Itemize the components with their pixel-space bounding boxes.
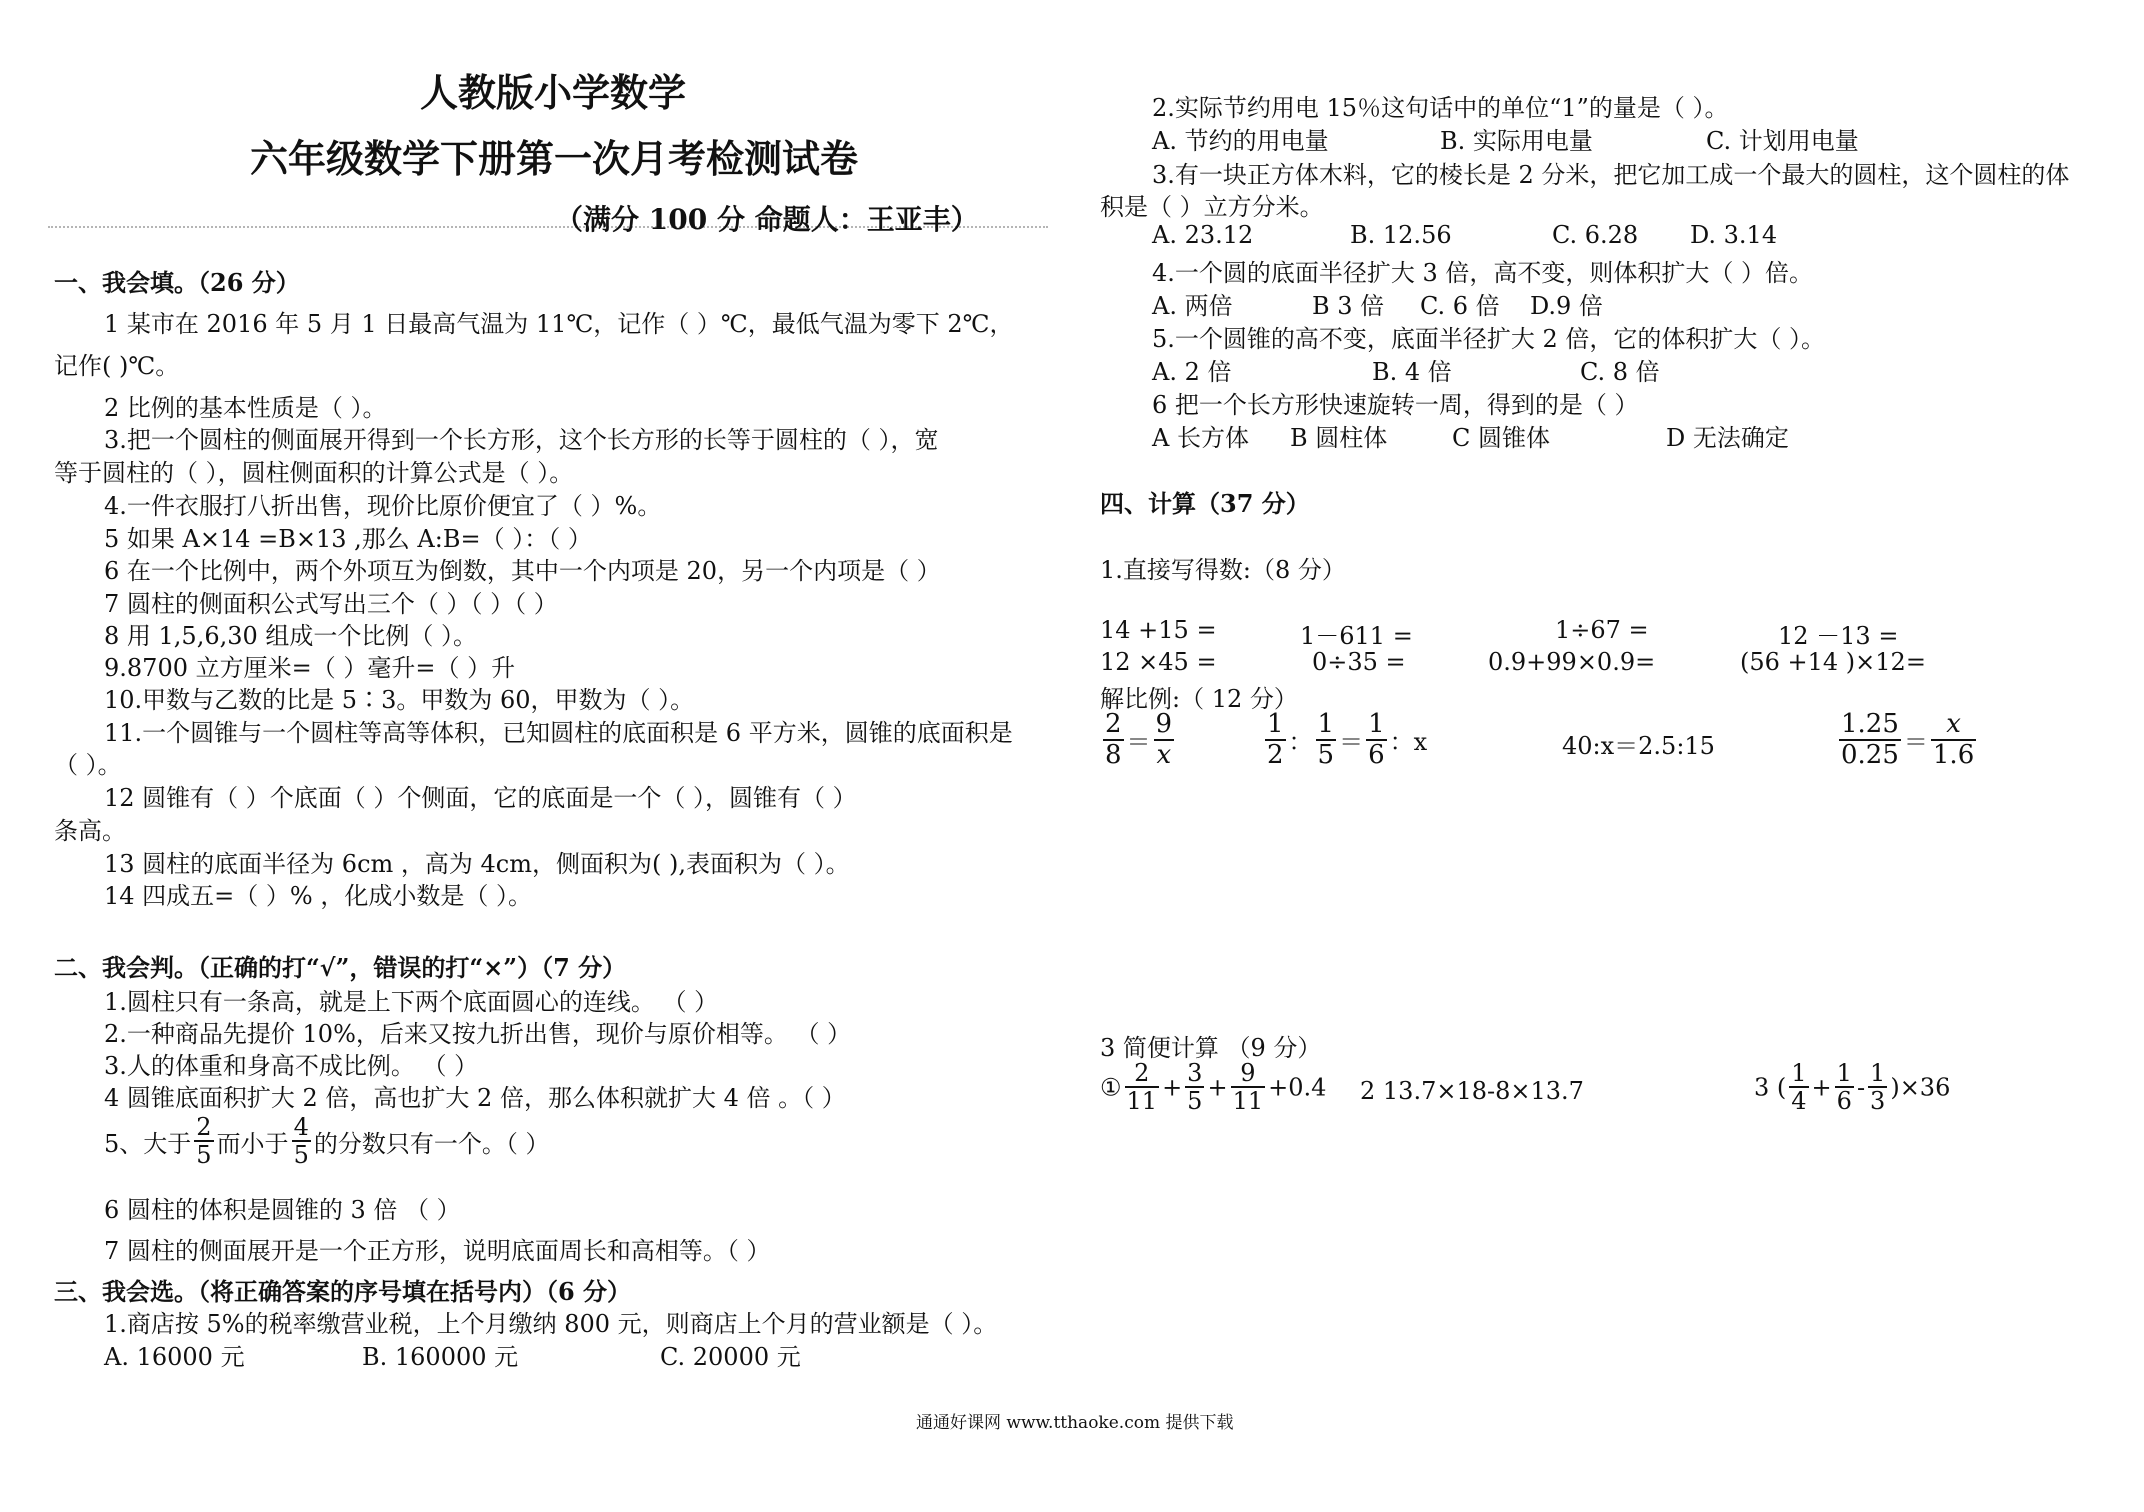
- fraction: [1231, 1060, 1266, 1115]
- question-text: 条高。: [54, 817, 126, 845]
- question-text: 8 用 1,5,6,30 组成一个比例（ ）。: [104, 622, 478, 650]
- section-1-heading: 一、我会填。（26 分）: [54, 268, 300, 297]
- option-b: B 3 倍: [1312, 292, 1385, 320]
- option-a: A. 两倍: [1152, 292, 1233, 320]
- numerator: 4: [293, 1113, 309, 1141]
- denominator: 3: [1870, 1087, 1886, 1116]
- question-text: 11.一个圆锥与一个圆柱等高等体积，已知圆柱的底面积是 6 平方米，圆锥的底面积是: [104, 719, 1013, 747]
- option-b: B. 实际用电量: [1440, 127, 1593, 155]
- denominator: 0.25: [1841, 739, 1899, 770]
- numerator: x: [1946, 709, 1961, 739]
- fraction: [1125, 1060, 1160, 1115]
- question-text: 积是（ ）立方分米。: [1100, 193, 1324, 221]
- numerator: 1: [1870, 1059, 1886, 1087]
- numerator: 1: [1791, 1059, 1807, 1087]
- equation-2: $\frac{1}{2}$ ： $\frac{1}{5}$ ＝ $\frac{1}{6}$ ：x: [1267, 709, 1428, 770]
- numerator: 1: [1368, 709, 1385, 739]
- question-text: 1.商店按 5%的税率缴营业税，上个月缴纳 800 元，则商店上个月的营业额是（ ）。: [104, 1310, 998, 1338]
- section-2-heading: 二、我会判。（正确的打“√”，错误的打“×”）（7 分）: [54, 953, 627, 982]
- question-text: 9.8700 立方厘米=（ ）毫升=（ ）升: [104, 654, 516, 682]
- section-3-heading: 三、我会选。（将正确答案的序号填在括号内）（6 分）: [54, 1277, 632, 1306]
- fraction: [1265, 710, 1286, 769]
- denominator: 11: [1126, 1087, 1158, 1116]
- numerator: 2: [1105, 709, 1122, 739]
- fraction: [1103, 710, 1124, 769]
- option-a: A. 23.12: [1152, 221, 1254, 249]
- option-b: B. 160000 元: [362, 1343, 519, 1371]
- text-fragment: 的分数只有一个。（ ）: [313, 1129, 550, 1158]
- question-text: 7 圆柱的侧面展开是一个正方形，说明底面周长和高相等。（ ）: [104, 1237, 771, 1265]
- question-text: 等于圆柱的（ ），圆柱侧面积的计算公式是（ ）。: [54, 459, 574, 487]
- equation-1: $\frac{2}{8}$ ＝ $\frac{9}{x}$: [1105, 709, 1173, 770]
- numerator: 2: [1134, 1059, 1150, 1087]
- text-fragment: ①: [1100, 1073, 1122, 1102]
- question-text: 1 某市在 2016 年 5 月 1 日最高气温为 11℃，记作（ ）℃，最低气温为零下 2℃，: [104, 310, 1014, 338]
- fraction: [1154, 710, 1175, 769]
- question-text: 6 把一个长方形快速旋转一周，得到的是（ ）: [1152, 391, 1639, 419]
- question-text: 5.一个圆锥的高不变，底面半径扩大 2 倍，它的体积扩大（ ）。: [1152, 325, 1826, 353]
- option-c: C. 20000 元: [660, 1343, 801, 1371]
- fraction: [1931, 710, 1976, 769]
- option-c: C. 8 倍: [1580, 358, 1660, 386]
- question-text: 3.把一个圆柱的侧面展开得到一个长方形，这个长方形的长等于圆柱的（ ），宽: [104, 426, 939, 454]
- question-text: 4.一个圆的底面半径扩大 3 倍，高不变，则体积扩大（ ）倍。: [1152, 259, 1814, 287]
- option-d: D. 3.14: [1690, 221, 1778, 249]
- option-a: A. 2 倍: [1152, 358, 1232, 386]
- calc-expression-1: ① $\frac{2}{11}$ + $\frac{3}{5}$ + $\frac{9}{11}$ +0.4: [1100, 1059, 1327, 1116]
- part-2-heading: 解比例:（ 12 分）: [1100, 685, 1298, 713]
- question-text: 2.实际节约用电 15％这句话中的单位“1”的量是（ ）。: [1152, 94, 1729, 122]
- option-c: C. 计划用电量: [1706, 127, 1859, 155]
- denominator: x: [1154, 739, 1175, 770]
- question-text: 6 在一个比例中，两个外项互为倒数，其中一个内项是 20，另一个内项是（ ）: [104, 557, 941, 585]
- question-text: 3.人的体重和身高不成比例。 （ ）: [104, 1052, 479, 1080]
- numerator: 1: [1267, 709, 1284, 739]
- fraction: [1185, 1060, 1204, 1115]
- exam-title: 六年级数学下册第一次月考检测试卷: [250, 136, 859, 181]
- text-fragment: +0.4: [1268, 1073, 1327, 1102]
- option-c: C 圆锥体: [1452, 424, 1550, 452]
- option-a: A 长方体: [1152, 424, 1249, 452]
- fraction: [1835, 1060, 1854, 1115]
- equation-3: 40:x＝2.5:15: [1562, 732, 1715, 760]
- option-c: C. 6.28: [1552, 221, 1639, 249]
- question-text: 10.甲数与乙数的比是 5∶3。甲数为 60，甲数为（ ）。: [104, 686, 695, 714]
- text-fragment: 5、大于: [104, 1129, 192, 1158]
- question-text: 1.圆柱只有一条高，就是上下两个底面圆心的连线。 （ ）: [104, 988, 719, 1016]
- option-b: B. 4 倍: [1372, 358, 1452, 386]
- denominator: 2: [1267, 739, 1284, 770]
- option-d: D 无法确定: [1666, 424, 1789, 452]
- exam-header-line-1: 人教版小学数学: [420, 70, 687, 115]
- numerator: 1: [1836, 1059, 1852, 1087]
- denominator: 5: [196, 1141, 212, 1170]
- denominator: 5: [1317, 739, 1335, 770]
- question-text: 3.有一块正方体木料，它的棱长是 2 分米，把它加工成一个最大的圆柱，这个圆柱的体: [1152, 161, 2070, 189]
- option-b: B 圆柱体: [1290, 424, 1388, 452]
- calc-item: 0÷35 =: [1312, 648, 1406, 676]
- question-text: 5 如果 A×14 =B×13 ,那么 A:B=（ ）：（ ）: [104, 525, 592, 553]
- text-fragment: )×36: [1890, 1073, 1951, 1102]
- denominator: 8: [1105, 739, 1122, 770]
- footer-credit: 通通好课网 www.tthaoke.com 提供下载: [916, 1413, 1234, 1433]
- denominator: 5: [293, 1141, 309, 1170]
- calc-item: 12 ×45 =: [1100, 648, 1217, 676]
- denominator: 4: [1791, 1087, 1807, 1116]
- denominator: 11: [1232, 1087, 1264, 1116]
- calc-expression-2: 2 13.7×18-8×13.7: [1360, 1077, 1584, 1105]
- question-text: 2.一种商品先提价 10%，后来又按九折出售，现价与原价相等。 （ ）: [104, 1020, 852, 1048]
- calc-item: 14 +15 =: [1100, 616, 1217, 644]
- numerator: 3: [1187, 1059, 1203, 1087]
- option-c: C. 6 倍: [1420, 292, 1500, 320]
- calc-item: 1－611 =: [1300, 622, 1413, 650]
- calc-item: 12 －13 =: [1778, 622, 1899, 650]
- text-fragment: 3 (: [1754, 1073, 1787, 1102]
- numerator: 1.25: [1841, 709, 1899, 739]
- denominator: 6: [1836, 1087, 1852, 1116]
- fraction: [1789, 1060, 1808, 1115]
- question-text: 12 圆锥有（ ）个底面（ ）个侧面，它的底面是一个（ ），圆锥有（ ）: [104, 784, 857, 812]
- numerator: 1: [1317, 709, 1335, 739]
- option-d: D.9 倍: [1530, 292, 1603, 320]
- option-a: A. 16000 元: [104, 1343, 245, 1371]
- fraction: [1839, 710, 1901, 769]
- question-text: 4.一件衣服打八折出售，现价比原价便宜了（ ）%。: [104, 492, 662, 520]
- question-text: （ ）。: [54, 751, 122, 779]
- denominator: 6: [1368, 739, 1385, 770]
- calc-item: 0.9+99×0.9=: [1488, 648, 1656, 676]
- text-fragment: ：x: [1389, 728, 1428, 757]
- question-text: 13 圆柱的底面半径为 6cm ，高为 4cm，侧面积为( ),表面积为（ ）。: [104, 850, 850, 878]
- question-text: 6 圆柱的体积是圆锥的 3 倍 （ ）: [104, 1196, 461, 1224]
- calc-item: (56 +14 )×12=: [1740, 648, 1926, 676]
- question-text: 7 圆柱的侧面积公式写出三个（ ）（ ）（ ）: [104, 590, 558, 618]
- fraction: [1366, 710, 1387, 769]
- part-3-heading: 3 简便计算 （9 分）: [1100, 1034, 1322, 1062]
- numerator: 2: [196, 1113, 212, 1141]
- question-text: 14 四成五=（ ）% ，化成小数是（ ）。: [104, 882, 532, 910]
- option-a: A. 节约的用电量: [1152, 127, 1329, 155]
- text-fragment: 而小于: [216, 1129, 289, 1158]
- calc-item: 1÷67 =: [1555, 616, 1649, 644]
- question-text: [104, 1114, 549, 1169]
- calc-expression-3: 3 ( $\frac{1}{4}$ + $\frac{1}{6}$ - $\frac{1}{3}$ )×36: [1754, 1059, 1951, 1116]
- denominator: 5: [1187, 1087, 1203, 1116]
- numerator: 9: [1240, 1059, 1256, 1087]
- numerator: 9: [1155, 709, 1173, 739]
- fraction: [194, 1114, 213, 1169]
- fraction: [1316, 710, 1337, 769]
- equation-4: $\frac{1.25}{0.25}$ ＝ $\frac{x}{1.6}$: [1841, 709, 1975, 770]
- option-b: B. 12.56: [1350, 221, 1452, 249]
- fraction: [1868, 1060, 1887, 1115]
- question-text: 记作( )℃。: [54, 352, 180, 380]
- denominator: 1.6: [1932, 739, 1975, 770]
- exam-subtitle: （满分 100 分 命题人：王亚丰）: [555, 203, 979, 236]
- question-text: 4 圆锥底面积扩大 2 倍，高也扩大 2 倍，那么体积就扩大 4 倍 。（ ）: [104, 1084, 846, 1112]
- part-1-heading: 1.直接写得数:（8 分）: [1100, 556, 1346, 584]
- fraction: [292, 1114, 311, 1169]
- question-text: 2 比例的基本性质是（ ）。: [104, 394, 387, 422]
- section-4-heading: 四、计算（37 分）: [1100, 489, 1310, 518]
